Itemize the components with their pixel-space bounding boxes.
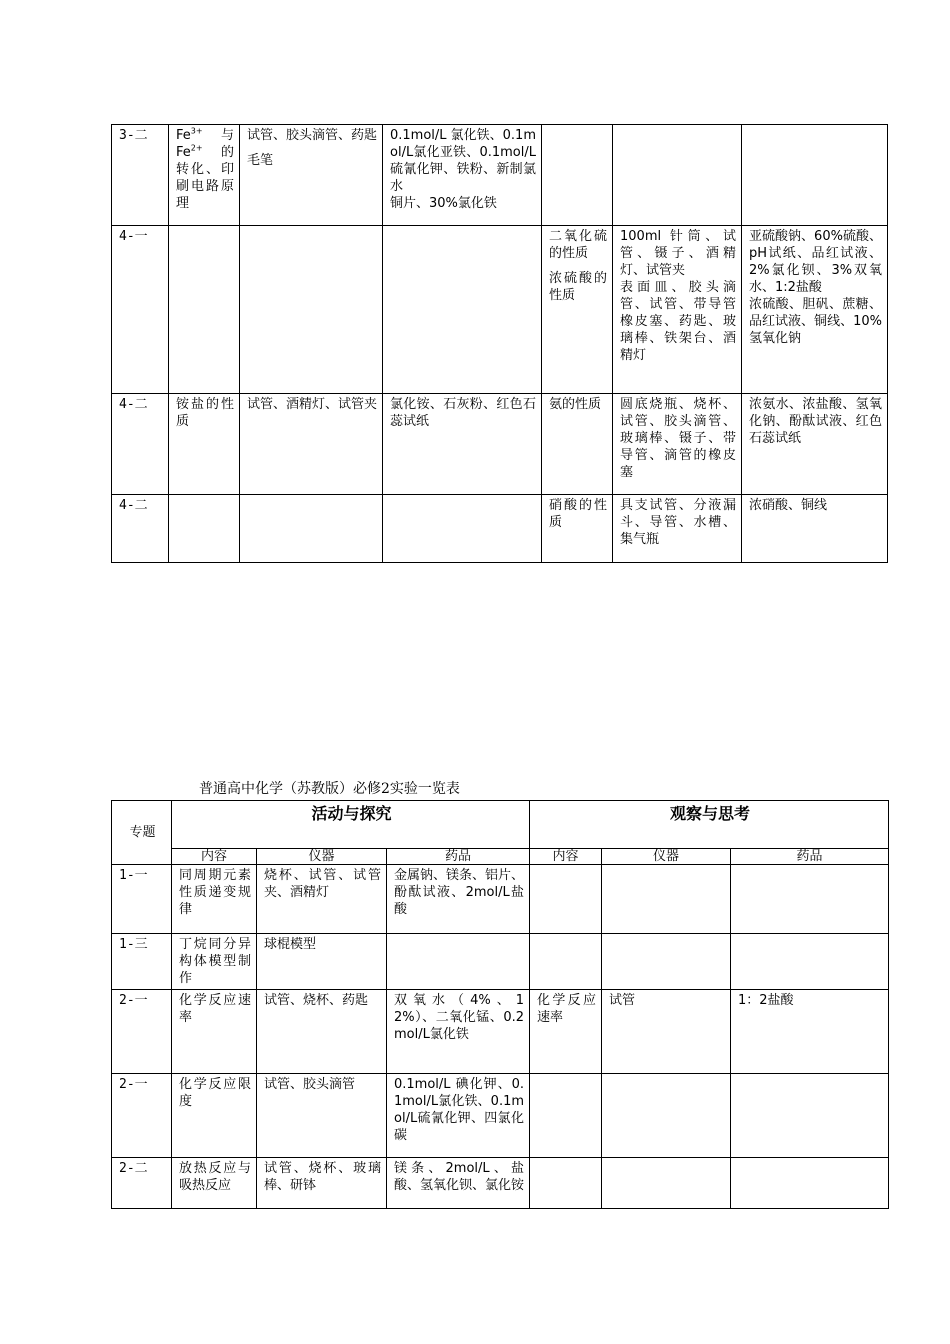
activity-reagents-cell: [383, 495, 542, 563]
activity-content-cell: 铵盐的性质: [169, 394, 240, 495]
observe-instruments-cell: 试管: [602, 990, 731, 1074]
table-row: [112, 934, 889, 990]
table-row: [112, 125, 888, 226]
header-activity-explore: 活动与探究: [172, 801, 530, 849]
observe-reagents-cell: 1：2盐酸: [731, 990, 889, 1074]
topic-cell: 4-一: [112, 226, 169, 394]
observe-content-cell: 化学反应速率: [530, 990, 602, 1074]
observe-content-cell: [530, 865, 602, 934]
observe-instruments-cell: [602, 1074, 731, 1158]
observe-reagents-cell: 浓硝酸、铜线: [742, 495, 888, 563]
table-subheader-row: [112, 849, 889, 865]
subheader-instruments: 仪器: [602, 849, 731, 865]
table-row: [112, 990, 889, 1074]
table-caption: 普通高中化学（苏教版）必修2实验一览表: [199, 781, 460, 797]
subheader-content: 内容: [172, 849, 257, 865]
activity-reagents-cell: 镁条、2mol/L、盐酸、氢氧化钡、氯化铵: [387, 1158, 530, 1209]
observe-reagents-cell: [731, 865, 889, 934]
activity-reagents-cell: 0.1mol/L 碘化钾、0.1mol/L氯化铁、0.1mol/L硫氰化钾、四氯化碳: [387, 1074, 530, 1158]
activity-reagents-cell: 双氧水（4%、12%）、二氧化锰、0.2mol/L氯化铁: [387, 990, 530, 1074]
activity-reagents-cell: 氯化铵、石灰粉、红色石蕊试纸: [383, 394, 542, 495]
observe-instruments-cell: [602, 1158, 731, 1209]
activity-content-cell: 放热反应与吸热反应: [172, 1158, 257, 1209]
header-observe-think: 观察与思考: [530, 801, 889, 849]
observe-reagents-cell: 浓氨水、浓盐酸、氢氧化钠、酚酞试液、红色石蕊试纸: [742, 394, 888, 495]
activity-content-cell: 化学反应限度: [172, 1074, 257, 1158]
activity-content-cell: 丁烷同分异构体模型制作: [172, 934, 257, 990]
topic-cell: 3-二: [112, 125, 169, 226]
observe-content-cell: [542, 125, 613, 226]
activity-instruments-cell: [240, 495, 383, 563]
activity-reagents-cell: [383, 226, 542, 394]
table-row: [112, 394, 888, 495]
topic-cell: 1-三: [112, 934, 172, 990]
observe-reagents-cell: [731, 1158, 889, 1209]
subheader-instruments: 仪器: [257, 849, 387, 865]
observe-instruments-cell: [602, 865, 731, 934]
activity-reagents-cell: [387, 934, 530, 990]
subheader-reagents: 药品: [387, 849, 530, 865]
observe-instruments-cell: 100ml 针筒、试管、镊子、酒精灯、试管夹 表面皿、胶头滴管、试管、带导管橡皮塞、药匙、玻璃棒、铁架台、酒精灯: [613, 226, 742, 394]
observe-instruments-cell: 具支试管、分液漏斗、导管、水槽、集气瓶: [613, 495, 742, 563]
activity-content-cell: 化学反应速率: [172, 990, 257, 1074]
experiment-table-compulsory-2: [111, 800, 889, 1209]
observe-content-cell: 硝酸的性质: [542, 495, 613, 563]
activity-reagents-cell: 金属钠、镁条、铝片、酚酞试液、2mol/L盐酸: [387, 865, 530, 934]
topic-cell: 2-二: [112, 1158, 172, 1209]
table-row: [112, 865, 889, 934]
activity-instruments-cell: 试管、胶头滴管、药匙 毛笔: [240, 125, 383, 226]
activity-instruments-cell: 球棍模型: [257, 934, 387, 990]
observe-content-cell: [530, 1074, 602, 1158]
activity-content-cell: $Fe^{3+}$ 与 $Fe^{2+}$ 的 转化、印刷电路原理: [169, 125, 240, 226]
observe-content-cell: 二氧化硫的性质 浓硫酸的性质: [542, 226, 613, 394]
subheader-content: 内容: [530, 849, 602, 865]
table-row: [112, 226, 888, 394]
observe-content-cell: 氨的性质: [542, 394, 613, 495]
observe-content-cell: [530, 934, 602, 990]
topic-cell: 1-一: [112, 865, 172, 934]
activity-instruments-cell: 试管、胶头滴管: [257, 1074, 387, 1158]
observe-instruments-cell: [613, 125, 742, 226]
subheader-reagents: 药品: [731, 849, 889, 865]
observe-reagents-cell: [731, 934, 889, 990]
activity-reagents-cell: 0.1mol/L 氯化铁、0.1mol/L氯化亚铁、0.1mol/L硫氰化钾、铁粉、新制氯水 铜片、30%氯化铁: [383, 125, 542, 226]
activity-content-cell: [169, 226, 240, 394]
activity-instruments-cell: [240, 226, 383, 394]
observe-instruments-cell: 圆底烧瓶、烧杯、试管、胶头滴管、玻璃棒、镊子、带导管、滴管的橡皮塞: [613, 394, 742, 495]
topic-cell: 4-二: [112, 394, 169, 495]
activity-instruments-cell: 试管、烧杯、玻璃棒、研钵: [257, 1158, 387, 1209]
table-row: [112, 495, 888, 563]
table-row: [112, 1158, 889, 1209]
header-topic: 专题: [112, 801, 172, 865]
table-row: [112, 1074, 889, 1158]
observe-reagents-cell: [742, 125, 888, 226]
activity-instruments-cell: 试管、烧杯、药匙: [257, 990, 387, 1074]
topic-cell: 2-一: [112, 1074, 172, 1158]
activity-instruments-cell: 试管、酒精灯、试管夹: [240, 394, 383, 495]
observe-content-cell: [530, 1158, 602, 1209]
observe-reagents-cell: 亚硫酸钠、60%硫酸、pH试纸、品红试液、2%氯化钡、3%双氧水、1:2盐酸 浓硫酸、胆矾、蔗糖、品红试液、铜线、10%氢氧化钠: [742, 226, 888, 394]
topic-cell: 2-一: [112, 990, 172, 1074]
observe-reagents-cell: [731, 1074, 889, 1158]
activity-instruments-cell: 烧杯、试管、试管夹、酒精灯: [257, 865, 387, 934]
topic-cell: 4-二: [112, 495, 169, 563]
experiment-table-continued: [111, 124, 888, 563]
activity-content-cell: 同周期元素性质递变规律: [172, 865, 257, 934]
activity-content-cell: [169, 495, 240, 563]
table-header-row: [112, 801, 889, 849]
observe-instruments-cell: [602, 934, 731, 990]
